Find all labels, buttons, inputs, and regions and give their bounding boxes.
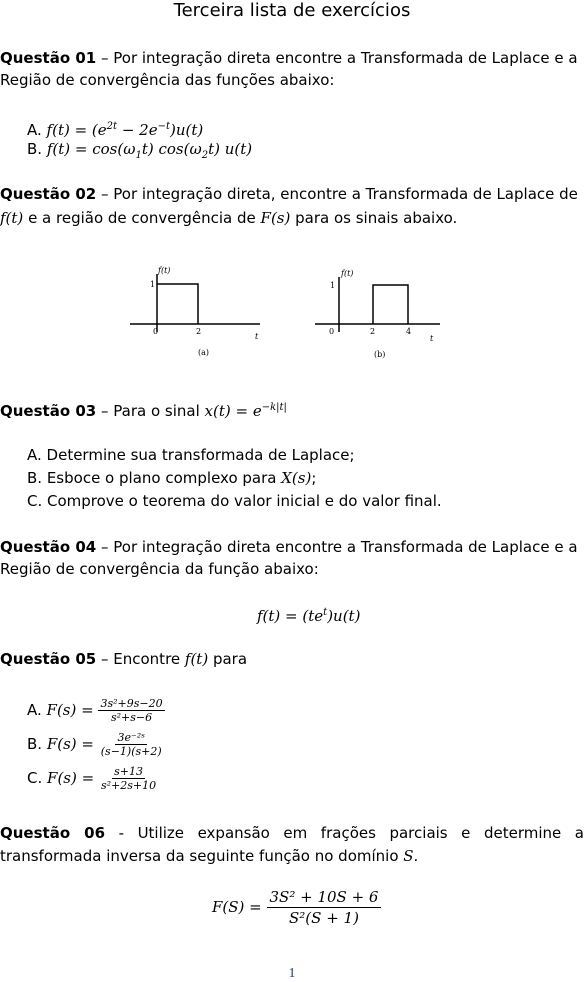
q1-item-b-label: B.	[27, 140, 43, 158]
page-title: Terceira lista de exercícios	[173, 0, 411, 21]
plot-b-x4: 4	[406, 327, 412, 336]
q2-heading: Questão 02	[0, 185, 97, 203]
q1-text: – Por integração direta encontre a Transformada de Laplace e a	[96, 49, 578, 67]
q6-expr	[212, 887, 381, 928]
plot-a-tlabel: t	[255, 332, 259, 341]
q1-item-a-label: A.	[27, 121, 42, 139]
q2-line1	[0, 183, 578, 205]
plot-a-ylabel: f(t)	[158, 266, 171, 275]
q3-item-a: A. Determine sua transformada de Laplace;	[27, 446, 355, 464]
q2-ft: f(t)	[0, 209, 24, 227]
q4-expr: $f(t) = (te^t)u(t)$	[257, 607, 361, 625]
plot-b-ylabel: f(t)	[341, 269, 354, 278]
q6-lhs: F(S) =	[212, 898, 267, 916]
q3-Xs: X(s)	[281, 469, 312, 487]
q5-item-c	[27, 765, 158, 792]
q5-item-c-label: C.	[27, 769, 43, 787]
plot-a-x2: 2	[196, 327, 202, 336]
q2-line2-end: para os sinais abaixo.	[290, 209, 458, 227]
plot-a	[120, 262, 270, 362]
plot-b	[305, 262, 450, 362]
q6-text: - Utilize expansão em frações parciais e determine a	[105, 824, 584, 842]
q3-expr: $x(t) = e^{-k|t|}$	[204, 402, 287, 420]
q3-heading: Questão 03	[0, 402, 97, 420]
q5-item-b	[27, 731, 164, 758]
plot-a-pulse	[157, 284, 198, 324]
q6-heading: Questão 06	[0, 824, 106, 842]
q1-line2: Região de convergência das funções abaixo:	[0, 71, 335, 89]
q4-heading: Questão 04	[0, 538, 97, 556]
plot-a-y1: 1	[150, 280, 156, 289]
plot-a-caption: (a)	[198, 348, 210, 357]
plot-b-pulse	[373, 285, 408, 324]
q5-text: – Encontre	[96, 650, 185, 668]
q4-text: – Por integração direta encontre a Transformada de Laplace e a	[96, 538, 578, 556]
q5-item-b-label: B.	[27, 735, 43, 753]
q5-item-a-fraction: $\frac{\text{3s²+9s−20}}{\text{s²+s−6}}$	[100, 697, 163, 724]
q1-item-b-expr: $f(t) = \cos(\omega_1t)$ $\cos(\omega_2t)$ u(t)	[46, 140, 253, 161]
q2-text: – Por integração direta, encontre a Transformada de Laplace de	[96, 185, 578, 203]
q5-item-a-lhs: F(s) =	[46, 701, 99, 719]
q6-line1	[0, 822, 584, 844]
q2-line2	[0, 207, 457, 229]
q6-fraction: $\frac{\text{3S² + 10S + 6}}{\text{S²(S + 1)}}$	[267, 887, 382, 928]
q3-line1	[0, 397, 287, 422]
plot-b-tlabel: t	[430, 334, 434, 343]
q3-item-c: C. Comprove o teorema do valor inicial e do valor final.	[27, 492, 442, 510]
q2-Fs: F(s)	[260, 209, 291, 227]
q5-item-a	[27, 697, 165, 724]
q5-line1	[0, 648, 247, 670]
q5-item-c-fraction: $\frac{s+13}{\text{s²+2s+10}}$	[100, 765, 157, 792]
q5-heading: Questão 05	[0, 650, 97, 668]
q4-line1	[0, 536, 578, 558]
q5-item-b-lhs: F(s) =	[46, 735, 99, 753]
plot-b-caption: (b)	[374, 350, 386, 359]
q5-item-c-lhs: F(s) =	[47, 769, 99, 787]
q5-text-end: para	[208, 650, 248, 668]
q3-item-b: B. Esboce o plano complexo para X(s);	[27, 469, 317, 487]
plot-b-x0: 0	[329, 327, 335, 336]
q1-line1	[0, 47, 578, 69]
q5-ft: f(t)	[184, 650, 209, 668]
q1-item-a-expr: $f(t) = (e^{2t} - 2e^{-t})u(t)$	[46, 121, 204, 139]
q6-S: S	[403, 847, 414, 865]
plot-b-x2: 2	[370, 327, 376, 336]
q4-line2: Região de convergência da função abaixo:	[0, 560, 319, 578]
q5-item-a-label: A.	[27, 701, 42, 719]
q6-line2: transformada inversa da seguinte função no domínio S.	[0, 847, 419, 865]
q2-line2-mid: e a região de convergência de	[23, 209, 261, 227]
q3-text: – Para o sinal	[96, 402, 205, 420]
q1-item-b	[27, 138, 252, 167]
plot-a-x0: 0	[153, 327, 159, 336]
plot-b-y1: 1	[330, 281, 336, 290]
page-number: 1	[288, 966, 296, 981]
q5-item-b-fraction: $\frac{\text{3e⁻²ˢ}}{(s-1)(s+2)}$	[100, 731, 162, 758]
q1-heading: Questão 01	[0, 49, 97, 67]
